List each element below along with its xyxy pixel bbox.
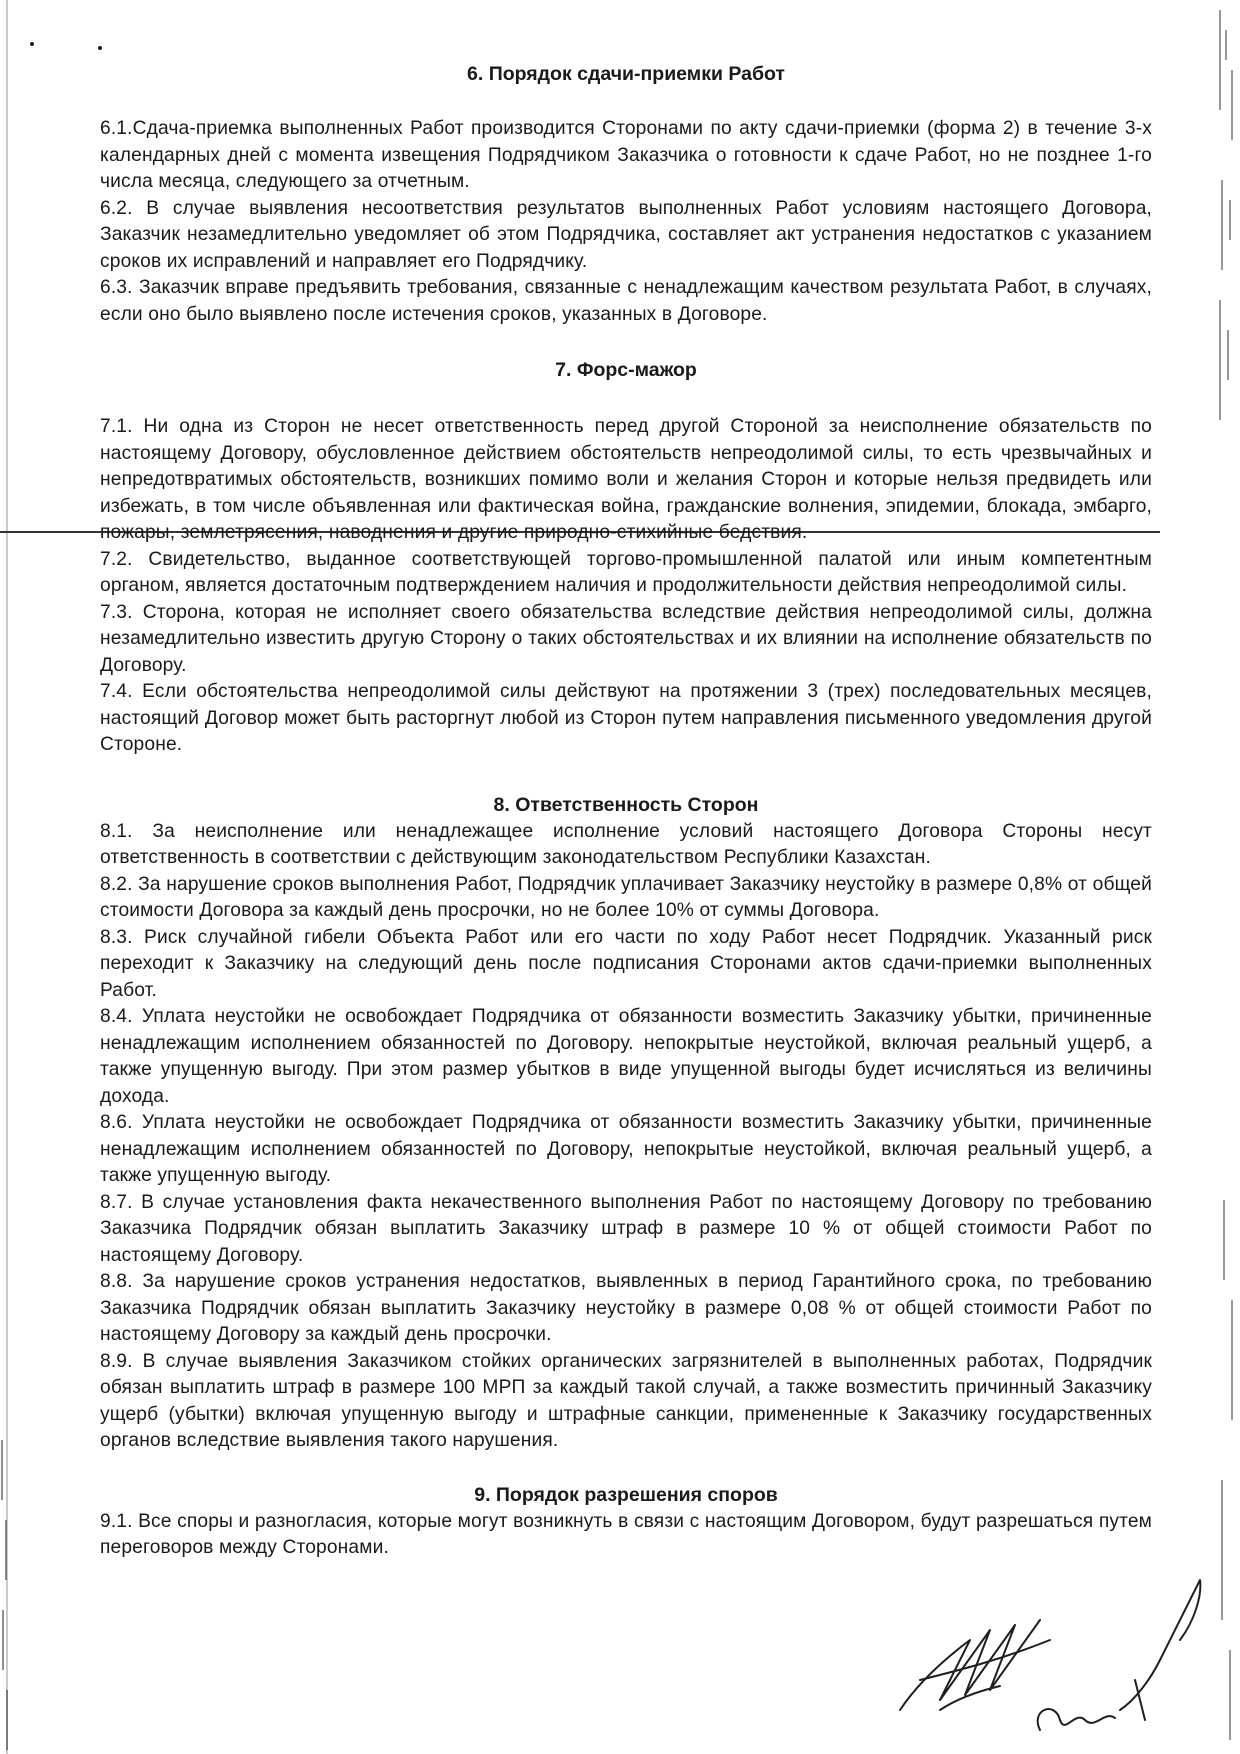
clause-8-6: 8.6. Уплата неустойки не освобождает Подрядчика от обязанности возместить Заказчику убытки, причиненные ненадлежащим исполнением обязанностей по Договору, непокрытые неустойкой, включая реальный ущерб, а также упущенную выгоду. bbox=[100, 1112, 1152, 1186]
clause-8-7: 8.7. В случае установления факта некачественного выполнения Работ по настоящему Договору по требованию Заказчика Подрядчик обязан выплатить Заказчику штраф в размере 10 % от общей стоимости Работ по настоящему Договору. bbox=[100, 1191, 1152, 1266]
section-9 bbox=[100, 1483, 1152, 1562]
scan-speck bbox=[30, 42, 34, 46]
clause-6-3: 6.3. Заказчик вправе предъявить требования, связанные с ненадлежащим качеством результата Работ, в случаях, если оно было выявлено после истечения сроков, указанных в Договоре. bbox=[100, 277, 1152, 325]
clause-7-1: 7.1. Ни одна из Сторон не несет ответственность перед другой Стороной за неисполнение обязательств по настоящему Договору, обусловленное действием обстоятельств непреодолимой силы, то есть чрезвычайных и непредотвратимых обстоятельств, возникших помимо воли и желания Сторон и которые нельзя предвидеть или избежать, в том числе объявленная или фактическая война, гражданские волнения, эпидемии, блокада, эмбарго, пожары, землетрясения, наводнения и другие природно-стихийные бедствия. bbox=[100, 416, 1152, 543]
scan-speck bbox=[98, 46, 102, 50]
section-title: 8. Ответственность Сторон bbox=[493, 793, 759, 816]
scan-margin-marks bbox=[1216, 0, 1240, 1754]
section-title: 7. Форс-мажор bbox=[555, 359, 697, 381]
section-title: 6. Порядок сдачи-приемки Работ bbox=[467, 63, 785, 85]
section-8 bbox=[100, 793, 1152, 1455]
signature-1 bbox=[900, 1620, 1050, 1710]
section-7 bbox=[100, 358, 1152, 759]
clause-7-3: 7.3. Сторона, которая не исполняет своего обязательства вследствие действия непреодолимой силы, должна незамедлительно известить другую Сторону о таких обстоятельствах и их влиянии на исполнение обязательств по Договору. bbox=[100, 601, 1152, 676]
clause-6-2: 6.2. В случае выявления несоответствия результатов выполненных Работ условиям настоящего Договора, Заказчик незамедлительно уведомляет об этом Подрядчика, составляет акт устранения недостатков с указанием сроков их исправлений и направляет его Подрядчику. bbox=[100, 197, 1152, 272]
signatures-area bbox=[880, 1560, 1220, 1754]
clause-8-3: 8.3. Риск случайной гибели Объекта Работ или его части по ходу Работ несет Подрядчик. Указанный риск переходит к Заказчику на следующий день после подписания Сторонами актов сдачи-приемки выполненных Работ. bbox=[100, 926, 1152, 1001]
clause-7-2: 7.2. Свидетельство, выданное соответствующей торгово-промышленной палатой или иным компетентным органом, является достаточным подтверждением наличия и продолжительности действия непреодолимой силы. bbox=[100, 548, 1152, 596]
clause-8-2: 8.2. За нарушение сроков выполнения Работ, Подрядчик уплачивает Заказчику неустойку в размере 0,8% от общей стоимости Договора за каждый день просрочки, но не более 10% от суммы Договора. bbox=[100, 873, 1152, 921]
section-6 bbox=[100, 62, 1152, 328]
clause-8-4: 8.4. Уплата неустойки не освобождает Подрядчика от обязанности возместить Заказчику убытки, причиненные ненадлежащим исполнением обязанностей по Договору. непокрытые неустойкой, включая реальный ущерб, а также упущенную выгоду. При этом размер убытков в виде упущенной выгоды будет исчисляться из величины дохода. bbox=[100, 1006, 1152, 1107]
scan-margin-marks-left bbox=[0, 1440, 10, 1754]
clause-6-1: 6.1.Сдача-приемка выполненных Работ производится Сторонами по акту сдачи-приемки (форма 2) в течение 3-х календарных дней с момента извещения Подрядчиком Заказчика о готовности к сдаче Работ, но не позднее 1-го числа месяца, следующего за отчетным. bbox=[100, 118, 1152, 192]
clause-8-9: 8.9. В случае выявления Заказчиком стойких органических загрязнителей в выполненных работах, Подрядчик обязан выплатить штраф в размере 100 МРП за каждый такой случай, а также возместить причинный Заказчику ущерб (убытки) включая упущенную выгоду и штрафные санкции, примененные к Заказчику государственных органов вследствие выявления такого нарушения. bbox=[100, 1350, 1152, 1451]
clause-9-1: 9.1. Все споры и разногласия, которые могут возникнуть в связи с настоящим Договором, будут разрешаться путем переговоров между Сторонами. bbox=[100, 1510, 1152, 1558]
clause-8-8: 8.8. За нарушение сроков устранения недостатков, выявленных в период Гарантийного срока, по требованию Заказчика Подрядчик обязан выплатить Заказчику неустойку в размере 0,08 % от общей стоимости Работ по настоящему Договору за каждый день просрочки. bbox=[100, 1271, 1152, 1345]
clause-8-1: 8.1. За неисполнение или ненадлежащее исполнение условий настоящего Договора Стороны несут ответственность в соответствии с действующим законодательством Республики Казахстан. bbox=[100, 820, 1152, 868]
section-title: 9. Порядок разрешения споров bbox=[474, 1483, 778, 1506]
signature-2 bbox=[1038, 1580, 1201, 1730]
clause-7-4: 7.4. Если обстоятельства непреодолимой силы действуют на протяжении 3 (трех) последовательных месяцев, настоящий Договор может быть расторгнут любой из Сторон путем направления письменного уведомления другой Стороне. bbox=[100, 681, 1152, 755]
document-body bbox=[100, 62, 1152, 1562]
